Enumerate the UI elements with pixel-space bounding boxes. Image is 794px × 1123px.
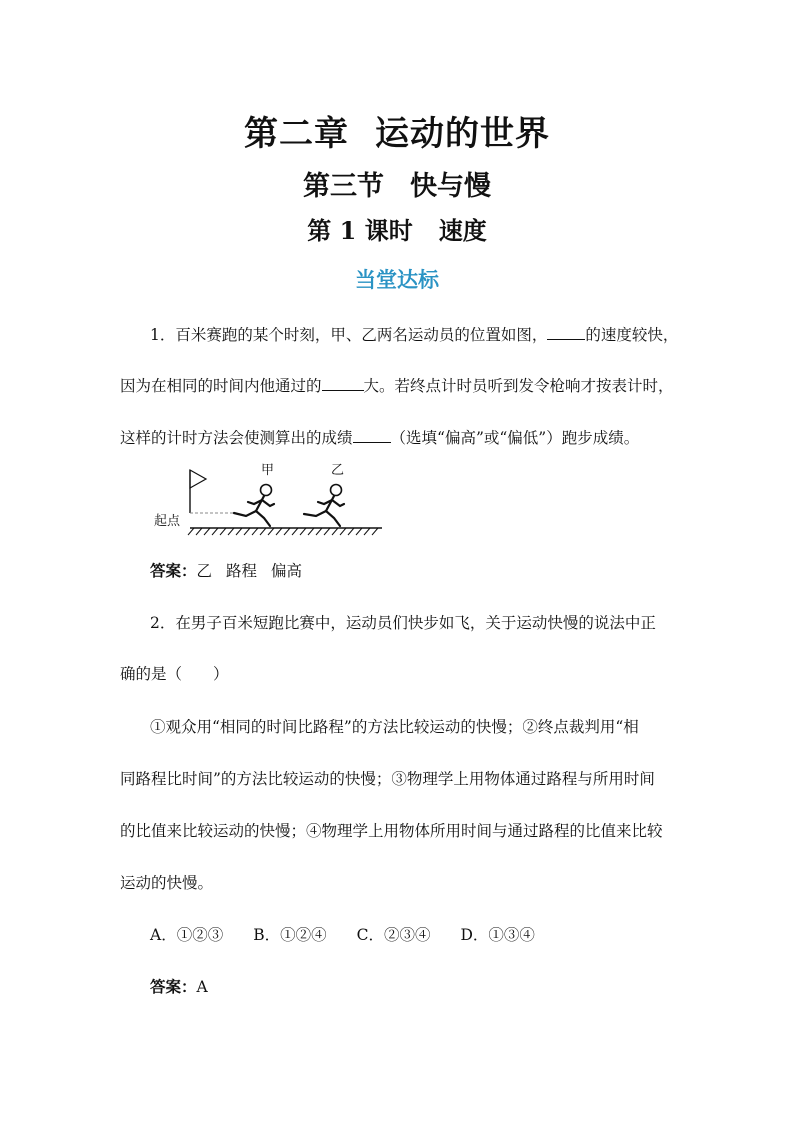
q1-answer-1: 乙 [196,562,213,580]
chapter-title: 运动的世界 [375,114,550,154]
q1-text-3b: （选填“偏高”或“偏低”）跑步成绩。 [390,429,640,447]
lesson-title: 速度 [438,216,487,245]
q1-text-2a: 因为在相同的时间内他通过的 [120,377,322,395]
race-figure [150,458,390,538]
q2-option-d: D．①③④ [460,926,535,944]
q2-line-4: 同路程比时间”的方法比较运动的快慢；③物理学上用物体通过路程与所用时间 [120,770,655,788]
q1-answer-2: 路程 [226,562,258,580]
section-number: 第三节 [303,171,384,202]
start-label: 起点 [154,514,181,529]
runner-b-icon [304,485,344,527]
chapter-number: 第二章 [244,114,349,154]
q1-answer-3: 偏高 [271,562,303,580]
q2-line-1: 2．在男子百米短跑比赛中，运动员们快步如飞，关于运动快慢的说法中正 [150,614,656,632]
q2-option-c: C．②③④ [356,926,431,944]
q1-line-2 [120,376,674,396]
section-heading [0,164,794,203]
q1-text-1a: 1．百米赛跑的某个时刻，甲、乙两名运动员的位置如图， [150,326,548,344]
q2-line-3: ①观众用“相同的时间比路程”的方法比较运动的快慢；②终点裁判用“相 [150,718,639,736]
q2-answer [150,977,208,997]
lesson-heading [0,211,794,246]
q2-option-a: A．①②③ [150,926,224,944]
q1-line-3 [120,428,639,448]
flag-icon [190,470,206,488]
q1-answer-label: 答案： [150,562,197,580]
q1-text-1b: 的速度较快， [585,326,679,344]
q2-option-b: B．①②④ [253,926,327,944]
q2-answer-value: A [196,978,208,996]
q2-line-5: 的比值来比较运动的快慢；④物理学上用物体所用时间与通过路程的比值来比较 [120,822,663,840]
ground-hatching [188,528,378,535]
practice-heading: 当堂达标 [355,268,439,292]
section-title: 快与慢 [410,171,491,202]
q1-answer [150,561,302,581]
q2-options [150,925,535,945]
runner-a-icon [234,485,274,527]
q1-line-1 [150,325,678,345]
q2-line-6: 运动的快慢。 [120,874,214,892]
q1-text-2b: 大。若终点计时员听到发令枪响才按表计时， [363,377,674,395]
q1-blank-1 [547,325,585,340]
runner-a-label: 甲 [261,463,275,478]
q2-answer-label: 答案： [150,978,197,996]
runner-b-label: 乙 [331,463,345,478]
q2-line-2: 确的是（ ） [120,665,229,683]
q1-blank-2 [322,376,364,391]
chapter-heading [0,106,794,155]
q1-text-3a: 这样的计时方法会使测算出的成绩 [120,429,353,447]
q1-blank-3 [353,428,391,443]
lesson-number: 第 1 课时 [307,216,413,245]
